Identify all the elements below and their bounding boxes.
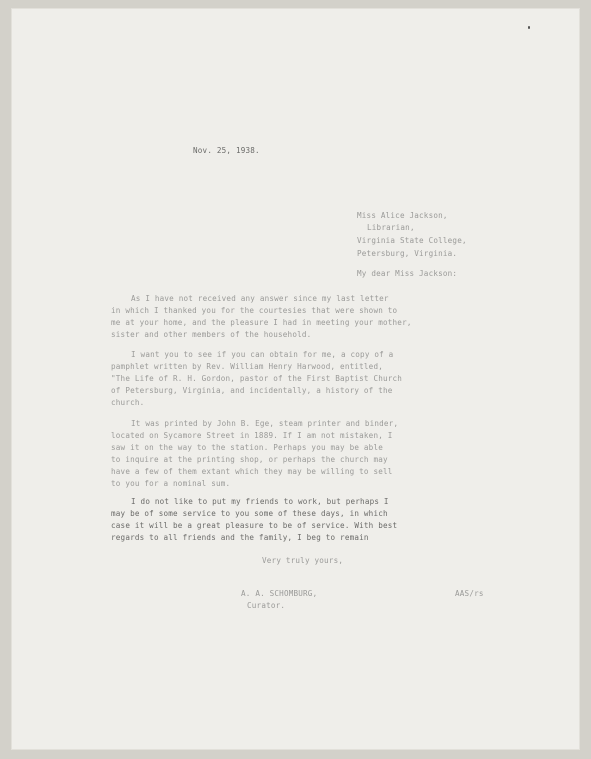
paragraph-4-line-2: may be of some service to you some of these days, in which <box>111 509 388 518</box>
paragraph-1-line-4: sister and other members of the household. <box>111 330 312 339</box>
paragraph-2-line-5: church. <box>111 398 145 407</box>
paragraph-2-line-3: "The Life of R. H. Gordon, pastor of the First Baptist Church <box>111 374 403 383</box>
paragraph-4-line-1: I do not like to put my friends to work, but perhaps I <box>131 497 389 506</box>
signature-name: A. A. SCHOMBURG, <box>241 589 318 598</box>
paragraph-3-line-1: It was printed by John B. Ege, steam printer and binder, <box>131 419 399 428</box>
paragraph-3-line-3: saw it on the way to the station. Perhaps you may be able <box>111 443 383 452</box>
paragraph-2-line-2: pamphlet written by Rev. William Henry Harwood, entitled, <box>111 362 383 371</box>
paragraph-1-line-2: in which I thanked you for the courtesies that were shown to <box>111 306 398 315</box>
signature-title: Curator. <box>247 601 286 610</box>
paragraph-3-line-5: have a few of them extant which they may be willing to sell <box>111 467 393 476</box>
recipient-institution: Virginia State College, <box>357 236 467 245</box>
paragraph-3-line-2: located on Sycamore Street in 1889. If I am not mistaken, I <box>111 431 393 440</box>
closing: Very truly yours, <box>262 556 344 565</box>
paragraph-2-line-1: I want you to see if you can obtain for me, a copy of a <box>131 350 394 359</box>
paper-speck <box>528 26 530 29</box>
recipient-title: Librarian, <box>367 223 415 232</box>
paragraph-3-line-4: to inquire at the printing shop, or perhaps the church may <box>111 455 388 464</box>
paragraph-3-line-6: to you for a nominal sum. <box>111 479 231 488</box>
letter-date: Nov. 25, 1938. <box>193 146 260 155</box>
recipient-city: Petersburg, Virginia. <box>357 249 458 258</box>
salutation: My dear Miss Jackson: <box>357 269 458 278</box>
paragraph-2-line-4: of Petersburg, Virginia, and incidentally, a history of the <box>111 386 393 395</box>
recipient-name: Miss Alice Jackson, <box>357 211 448 220</box>
paragraph-1-line-1: As I have not received any answer since my last letter <box>131 294 389 303</box>
paragraph-4-line-3: case it will be a great pleasure to be of service. With best <box>111 521 398 530</box>
paragraph-4-line-4: regards to all friends and the family, I beg to remain <box>111 533 369 542</box>
typist-initials: AAS/rs <box>455 589 484 598</box>
paragraph-1-line-3: me at your home, and the pleasure I had in meeting your mother, <box>111 318 412 327</box>
